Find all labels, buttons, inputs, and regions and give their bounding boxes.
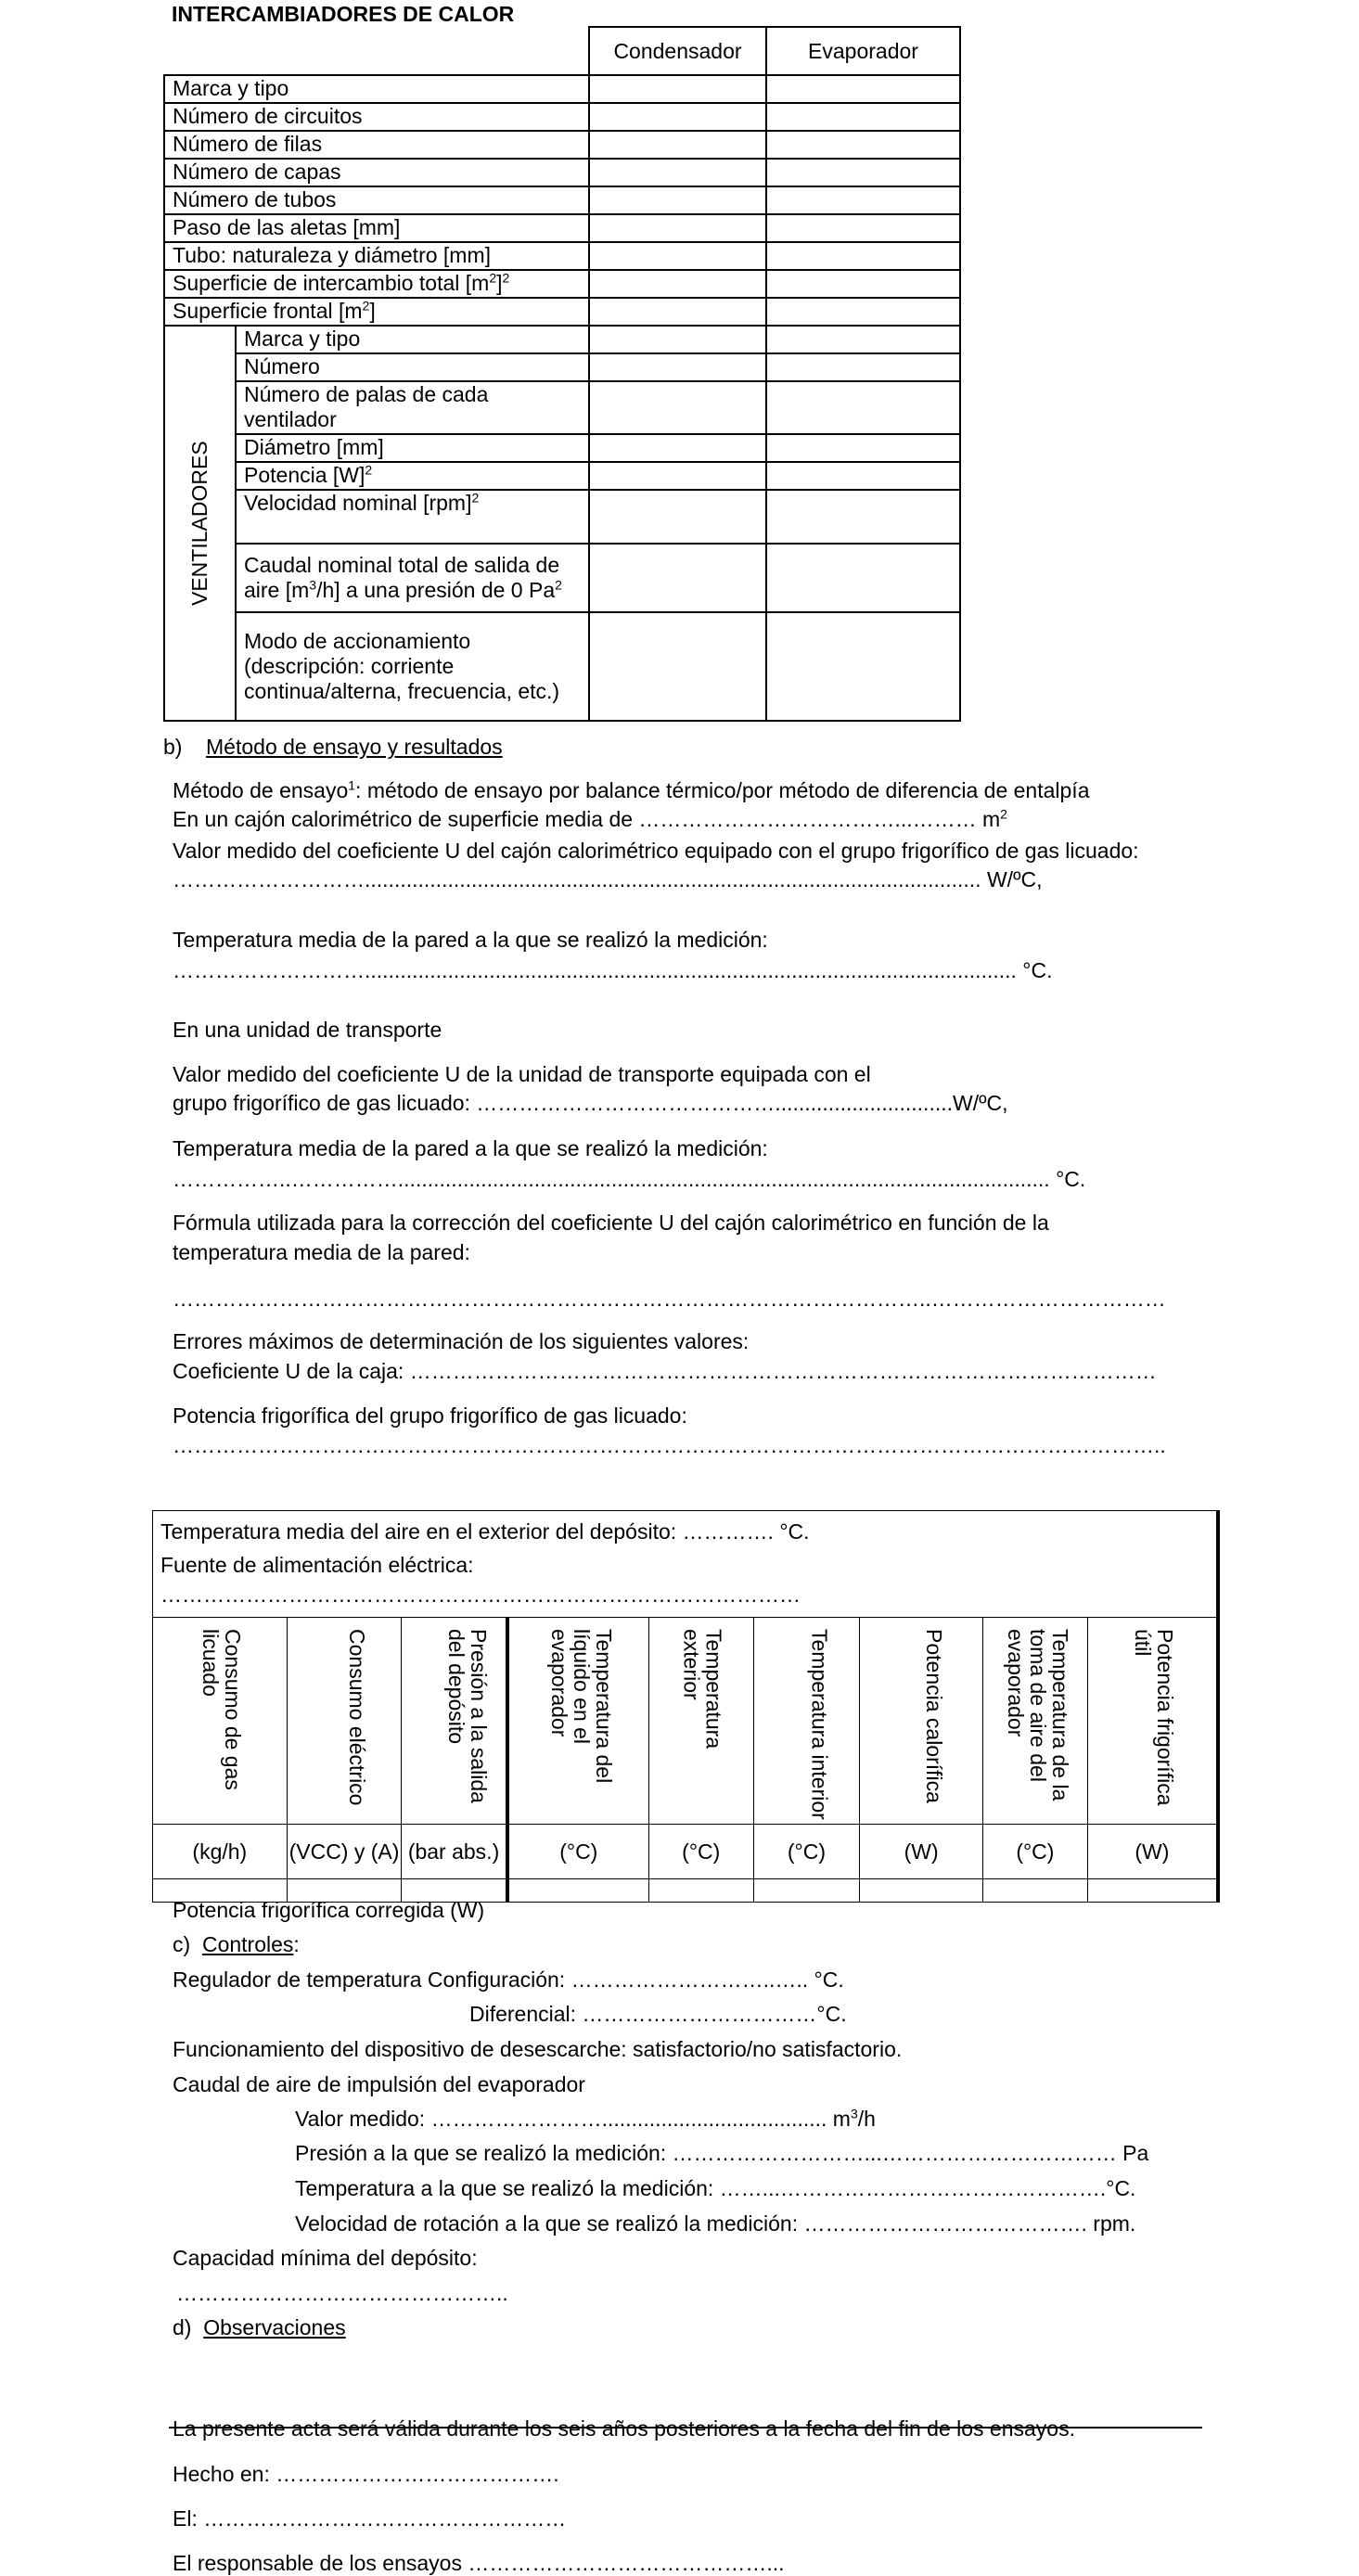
unit-cell: (°C) (753, 1825, 860, 1879)
unit-cell: (°C) (982, 1825, 1087, 1879)
unit-cell: (W) (1087, 1825, 1218, 1879)
col-header: Temperatura de la toma de aire del evaporador (982, 1618, 1087, 1825)
input-cell[interactable] (589, 326, 766, 353)
u-coef-dots: ………………………........................................................................................................ W/ºC, (173, 867, 1043, 891)
unit-cell: (°C) (507, 1825, 649, 1879)
input-cell[interactable] (589, 270, 766, 298)
valor-medido-line: Valor medido: ……………………...................................... $m^3/h$ (295, 2106, 876, 2131)
section-d-heading: d) Observaciones (173, 2315, 346, 2339)
input-cell[interactable] (589, 490, 766, 544)
input-cell[interactable] (589, 131, 766, 159)
unit-cell: (VCC) y (A) (287, 1825, 402, 1879)
conditions-cell (153, 1511, 1219, 1618)
input-cell[interactable] (766, 462, 960, 490)
unit-cell: (kg/h) (153, 1825, 288, 1879)
row-label: Superficie de intercambio total $[m^2]^2$ (164, 270, 589, 298)
caudal-line: Caudal de aire de impulsión del evaporador (173, 2072, 585, 2096)
formula-dots: ……………………………………………………………………………………………..…………………………… (173, 1287, 1166, 1311)
input-cell[interactable] (766, 612, 960, 721)
input-cell[interactable] (589, 462, 766, 490)
input-cell[interactable] (1087, 1879, 1218, 1903)
temp-pared-line: Temperatura media de la pared a la que se realizó la medición: (173, 928, 768, 952)
col-header: Consumo eléctrico (287, 1618, 402, 1825)
input-cell[interactable] (753, 1879, 860, 1903)
input-cell[interactable] (766, 214, 960, 242)
fan-row-label: Potencia $[W]^2$ (236, 462, 589, 490)
input-cell[interactable] (766, 353, 960, 381)
input-cell[interactable] (766, 381, 960, 434)
fan-row-label: Velocidad nominal [rpm]$^2$ (236, 490, 589, 544)
potencia-line: Potencia frigorífica del grupo frigorífico de gas licuado: (173, 1403, 687, 1428)
input-cell[interactable] (766, 186, 960, 214)
input-cell[interactable] (589, 103, 766, 131)
col-header: Temperatura del líquido en el evaporador (507, 1618, 649, 1825)
input-cell[interactable] (766, 270, 960, 298)
row-label: Tubo: naturaleza y diámetro [mm] (164, 242, 589, 270)
fuente-dots: ……………………………………………………………………………… (160, 1583, 801, 1607)
row-label: Número de capas (164, 159, 589, 186)
diferencial-line: Diferencial: ……………………………°C. (469, 2002, 847, 2026)
cajon-line: En un cajón calorimétrico de superficie media de ………………………………...……… $m^2$ (173, 806, 1007, 831)
row-label: Marca y tipo (164, 75, 589, 103)
measurement-table (152, 1510, 1220, 1903)
capacidad-line: Capacidad mínima del depósito: (173, 2246, 478, 2270)
input-cell[interactable] (648, 1879, 753, 1903)
input-cell[interactable] (766, 131, 960, 159)
hecho-en-line: Hecho en: …………………………………. (173, 2462, 559, 2486)
col-condensador: Condensador (589, 27, 766, 75)
desescarche-line: Funcionamiento del dispositivo de desescarche: satisfactorio/no satisfactorio. (173, 2037, 903, 2061)
fan-row-label: Marca y tipo (236, 326, 589, 353)
col-header: Temperatura interior (753, 1618, 860, 1825)
input-cell[interactable] (589, 186, 766, 214)
coef-caja-line: Coeficiente U de la caja: …………………………………………………………………………………………… (173, 1359, 1157, 1383)
row-label: Número de circuitos (164, 103, 589, 131)
temp-pared2-line: Temperatura media de la pared a la que se realizó la medición: (173, 1136, 768, 1160)
temp-ext-line: Temperatura media del aire en el exterior del depósito: …………. °C. (160, 1519, 810, 1544)
u-unit-line-1: Valor medido del coeficiente U de la unidad de transporte equipada con el (173, 1062, 871, 1086)
input-cell[interactable] (982, 1879, 1087, 1903)
col-header: Potencia frigorífica útil (1087, 1618, 1218, 1825)
capacidad-dots: ……………………………………….. (176, 2281, 508, 2305)
input-cell[interactable] (766, 434, 960, 462)
formula-line-2: temperatura media de la pared: (173, 1240, 470, 1264)
responsable-line: El responsable de los ensayos ……………………………………... (173, 2551, 785, 2575)
input-cell[interactable] (766, 242, 960, 270)
input-cell[interactable] (766, 298, 960, 326)
el-line: El: …………………………………………… (173, 2506, 567, 2531)
row-label: Número de tubos (164, 186, 589, 214)
col-header: Presión a la salida del depósito (402, 1618, 507, 1825)
col-evaporador: Evaporador (766, 27, 960, 75)
regulador-line: Regulador de temperatura Configuración: ………………………..….. °C. (173, 1967, 844, 1992)
input-cell[interactable] (589, 159, 766, 186)
presion-line: Presión a la que se realizó la medición: ………………………...…………………………… Pa (295, 2141, 1149, 2165)
row-label: Superficie frontal $[m^2]$ (164, 298, 589, 326)
velocidad-line: Velocidad de rotación a la que se realizó la medición: …………………………………. rpm. (295, 2211, 1136, 2236)
input-cell[interactable] (589, 75, 766, 103)
col-header: Potencia calorífica (860, 1618, 983, 1825)
input-cell[interactable] (589, 353, 766, 381)
input-cell[interactable] (507, 1879, 649, 1903)
input-cell[interactable] (589, 298, 766, 326)
input-cell[interactable] (589, 612, 766, 721)
col-header: Temperatura exterior (648, 1618, 753, 1825)
input-cell[interactable] (589, 214, 766, 242)
input-cell[interactable] (589, 381, 766, 434)
method-line: Método de ensayo$^1$: método de ensayo por balance térmico/por método de diferencia de entalpía (173, 777, 1090, 802)
validez-text: La presente acta será válida durante los seis años posteriores a la fecha del fin de los ensayos. (173, 2416, 1075, 2441)
temperatura-line: Temperatura a la que se realizó la medición: ……...……………………………………….°C. (295, 2176, 1136, 2200)
row-label: Paso de las aletas [mm] (164, 214, 589, 242)
u-coef-line: Valor medido del coeficiente U del cajón calorimétrico equipado con el grupo frigorífico de gas licuado: (173, 839, 1139, 863)
input-cell[interactable] (766, 159, 960, 186)
section-b-heading: b) Método de ensayo y resultados (163, 735, 503, 759)
temp-pared2-dots: ……………..…………….............................................................................................................. °C. (173, 1167, 1086, 1191)
fan-row-label: Número (236, 353, 589, 381)
fans-group-label: VENTILADORES (164, 326, 236, 721)
input-cell[interactable] (589, 544, 766, 612)
heat-exchangers-title: INTERCAMBIADORES DE CALOR (172, 2, 515, 26)
unit-cell: (°C) (648, 1825, 753, 1879)
heat-exchangers-table (163, 26, 961, 722)
fan-row-label: Modo de accionamiento (descripción: corriente continua/alterna, frecuencia, etc.) (236, 612, 589, 721)
fuente-line: Fuente de alimentación eléctrica: (160, 1553, 474, 1577)
temp-pared-dots: ……………………….............................................................................................................. °C. (173, 958, 1053, 982)
section-c-heading: c) Controles: (173, 1932, 300, 1956)
potencia-dots: ………………………………………………………………………………………………………………………….. (173, 1433, 1166, 1457)
row-label: Número de filas (164, 131, 589, 159)
input-cell[interactable] (860, 1879, 983, 1903)
unidad-line: En una unidad de transporte (173, 1018, 442, 1042)
errores-line: Errores máximos de determinación de los siguientes valores: (173, 1329, 750, 1353)
fan-row-label: Caudal nominal total de salida de aire $[m^3/h]$ a una presión de 0 Pa$^2$ (236, 544, 589, 612)
input-cell[interactable] (766, 544, 960, 612)
input-cell[interactable] (766, 75, 960, 103)
u-unit-line-2: grupo frigorífico de gas licuado: ……………………………………..............................W/ºC, (173, 1091, 1008, 1115)
fan-row-label: Número de palas de cada ventilador (236, 381, 589, 434)
col-header: Consumo de gas licuado (153, 1618, 288, 1825)
corregida-line: Potencia frigorífica corregida (W) (173, 1898, 485, 1922)
input-cell[interactable] (589, 434, 766, 462)
fan-row-label: Diámetro [mm] (236, 434, 589, 462)
unit-cell: (W) (860, 1825, 983, 1879)
input-cell[interactable] (766, 326, 960, 353)
input-cell[interactable] (589, 242, 766, 270)
formula-line-1: Fórmula utilizada para la corrección del coeficiente U del cajón calorimétrico en función de la (173, 1211, 1049, 1235)
unit-cell: (bar abs.) (402, 1825, 507, 1879)
input-cell[interactable] (766, 490, 960, 544)
input-cell[interactable] (766, 103, 960, 131)
